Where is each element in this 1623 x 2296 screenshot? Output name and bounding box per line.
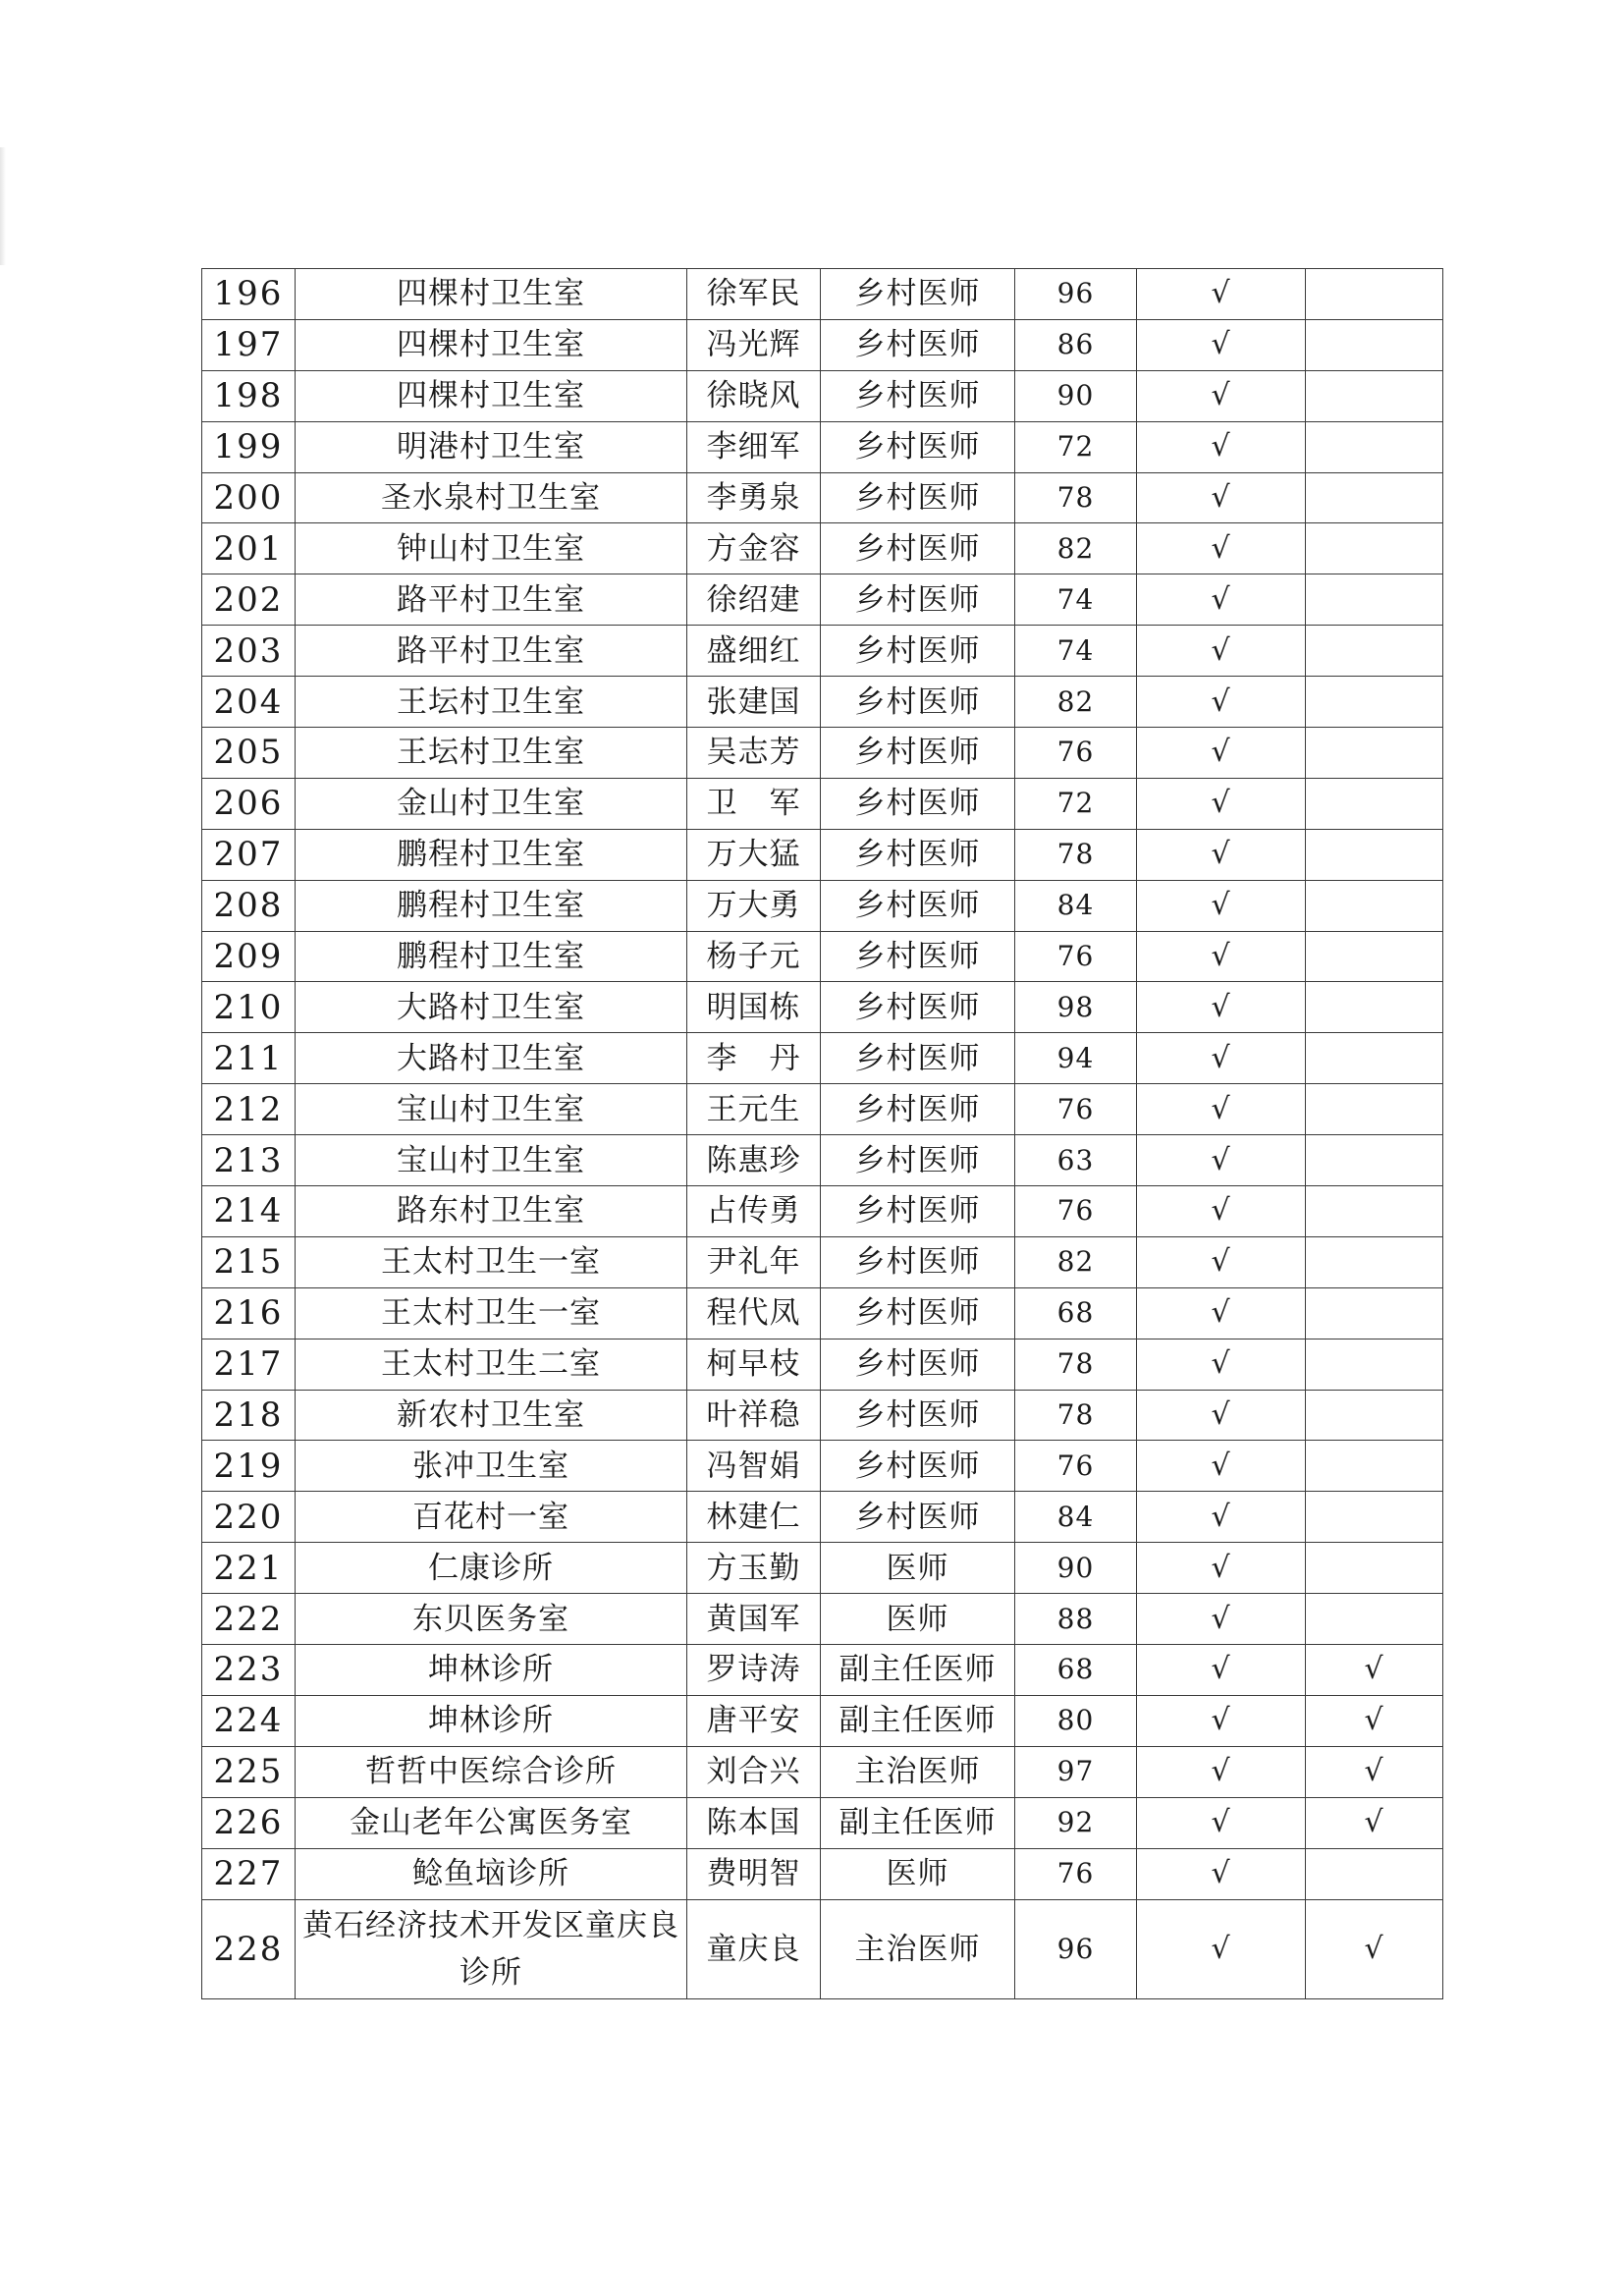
- professional-title: 乡村医师: [821, 1236, 1015, 1287]
- institution-name: 王太村卫生二室: [296, 1339, 687, 1390]
- professional-title: 医师: [821, 1543, 1015, 1594]
- table-row: [202, 1339, 1443, 1390]
- table-row: [202, 626, 1443, 677]
- professional-title: 乡村医师: [821, 982, 1015, 1033]
- row-number: 199: [202, 421, 296, 472]
- institution-name: 圣水泉村卫生室: [296, 472, 687, 523]
- table-row: [202, 1084, 1443, 1135]
- score: 88: [1015, 1594, 1137, 1645]
- row-number: 201: [202, 523, 296, 574]
- institution-name: 坤林诊所: [296, 1645, 687, 1696]
- professional-title: 乡村医师: [821, 829, 1015, 880]
- institution-name: 黄石经济技术开发区童庆良诊所: [296, 1899, 687, 1998]
- check-mark-column-2: [1306, 829, 1443, 880]
- table-row: [202, 370, 1443, 421]
- institution-name: 百花村一室: [296, 1492, 687, 1543]
- check-mark-column-2: [1306, 1084, 1443, 1135]
- table-row: [202, 728, 1443, 779]
- row-number: 206: [202, 778, 296, 829]
- score: 92: [1015, 1797, 1137, 1848]
- doctor-name: 徐晓风: [687, 370, 821, 421]
- check-mark-column-2: [1306, 319, 1443, 370]
- table-row: [202, 574, 1443, 626]
- check-mark-column-2: [1306, 728, 1443, 779]
- check-mark-column-2: [1306, 626, 1443, 677]
- professional-title: 乡村医师: [821, 1339, 1015, 1390]
- doctor-name: 罗诗涛: [687, 1645, 821, 1696]
- score: 84: [1015, 880, 1137, 931]
- professional-title: 乡村医师: [821, 677, 1015, 728]
- row-number: 211: [202, 1033, 296, 1084]
- doctor-name: 徐军民: [687, 269, 821, 320]
- doctor-name: 唐平安: [687, 1695, 821, 1746]
- table-row: [202, 1135, 1443, 1186]
- table-row: [202, 1695, 1443, 1746]
- score: 72: [1015, 778, 1137, 829]
- professional-title: 乡村医师: [821, 319, 1015, 370]
- doctor-name: 方玉勤: [687, 1543, 821, 1594]
- institution-name: 四棵村卫生室: [296, 370, 687, 421]
- institution-name: 仁康诊所: [296, 1543, 687, 1594]
- table-row: [202, 1594, 1443, 1645]
- professional-title: 乡村医师: [821, 1033, 1015, 1084]
- institution-name: 金山村卫生室: [296, 778, 687, 829]
- doctor-name: 程代凤: [687, 1287, 821, 1339]
- check-mark-column-1: √: [1137, 421, 1306, 472]
- score: 98: [1015, 982, 1137, 1033]
- professional-title: 乡村医师: [821, 1186, 1015, 1237]
- institution-name: 王坛村卫生室: [296, 677, 687, 728]
- check-mark-column-1: √: [1137, 269, 1306, 320]
- check-mark-column-2: [1306, 1186, 1443, 1237]
- table-row: [202, 1543, 1443, 1594]
- table-row: [202, 421, 1443, 472]
- institution-name: 哲哲中医综合诊所: [296, 1746, 687, 1797]
- check-mark-column-1: √: [1137, 1797, 1306, 1848]
- score: 86: [1015, 319, 1137, 370]
- check-mark-column-1: √: [1137, 472, 1306, 523]
- check-mark-column-2: [1306, 931, 1443, 982]
- score: 72: [1015, 421, 1137, 472]
- table-row: [202, 1236, 1443, 1287]
- institution-name: 明港村卫生室: [296, 421, 687, 472]
- score: 96: [1015, 1899, 1137, 1998]
- table-row: [202, 472, 1443, 523]
- check-mark-column-1: √: [1137, 1695, 1306, 1746]
- row-number: 209: [202, 931, 296, 982]
- doctor-name: 方金容: [687, 523, 821, 574]
- table-row: [202, 1797, 1443, 1848]
- check-mark-column-1: √: [1137, 1492, 1306, 1543]
- score: 76: [1015, 1441, 1137, 1492]
- row-number: 219: [202, 1441, 296, 1492]
- check-mark-column-1: √: [1137, 1236, 1306, 1287]
- check-mark-column-2: [1306, 370, 1443, 421]
- professional-title: 医师: [821, 1594, 1015, 1645]
- score: 96: [1015, 269, 1137, 320]
- doctor-name: 卫 军: [687, 778, 821, 829]
- score: 78: [1015, 472, 1137, 523]
- check-mark-column-1: √: [1137, 1899, 1306, 1998]
- check-mark-column-1: √: [1137, 1033, 1306, 1084]
- check-mark-column-2: [1306, 1390, 1443, 1441]
- check-mark-column-2: [1306, 421, 1443, 472]
- check-mark-column-2: [1306, 472, 1443, 523]
- doctor-name: 冯智娟: [687, 1441, 821, 1492]
- doctor-name: 李勇泉: [687, 472, 821, 523]
- score: 63: [1015, 1135, 1137, 1186]
- check-mark-column-2: [1306, 880, 1443, 931]
- score: 78: [1015, 829, 1137, 880]
- doctor-name: 陈惠珍: [687, 1135, 821, 1186]
- check-mark-column-2: [1306, 574, 1443, 626]
- doctor-name: 万大勇: [687, 880, 821, 931]
- row-number: 207: [202, 829, 296, 880]
- table-row: [202, 1390, 1443, 1441]
- score: 76: [1015, 1186, 1137, 1237]
- row-number: 223: [202, 1645, 296, 1696]
- doctor-roster-table: [201, 268, 1443, 1999]
- doctor-name: 李细军: [687, 421, 821, 472]
- score: 76: [1015, 1084, 1137, 1135]
- professional-title: 主治医师: [821, 1899, 1015, 1998]
- doctor-name: 吴志芳: [687, 728, 821, 779]
- doctor-name: 占传勇: [687, 1186, 821, 1237]
- doctor-name: 费明智: [687, 1848, 821, 1899]
- table-row: [202, 1287, 1443, 1339]
- check-mark-column-2: √: [1306, 1695, 1443, 1746]
- score: 78: [1015, 1339, 1137, 1390]
- check-mark-column-2: √: [1306, 1899, 1443, 1998]
- professional-title: 医师: [821, 1848, 1015, 1899]
- check-mark-column-1: √: [1137, 1645, 1306, 1696]
- row-number: 227: [202, 1848, 296, 1899]
- check-mark-column-2: [1306, 1848, 1443, 1899]
- professional-title: 乡村医师: [821, 1084, 1015, 1135]
- professional-title: 乡村医师: [821, 574, 1015, 626]
- check-mark-column-2: [1306, 1492, 1443, 1543]
- table-row: [202, 523, 1443, 574]
- check-mark-column-1: √: [1137, 574, 1306, 626]
- scan-page-edge: [0, 147, 6, 265]
- check-mark-column-1: √: [1137, 1084, 1306, 1135]
- roster-body: [202, 269, 1443, 1999]
- row-number: 218: [202, 1390, 296, 1441]
- check-mark-column-1: √: [1137, 1339, 1306, 1390]
- table-row: [202, 829, 1443, 880]
- row-number: 204: [202, 677, 296, 728]
- check-mark-column-2: [1306, 1033, 1443, 1084]
- check-mark-column-1: √: [1137, 1441, 1306, 1492]
- check-mark-column-1: √: [1137, 1287, 1306, 1339]
- professional-title: 乡村医师: [821, 523, 1015, 574]
- check-mark-column-2: [1306, 1339, 1443, 1390]
- check-mark-column-1: √: [1137, 370, 1306, 421]
- row-number: 198: [202, 370, 296, 421]
- row-number: 226: [202, 1797, 296, 1848]
- row-number: 203: [202, 626, 296, 677]
- check-mark-column-1: √: [1137, 931, 1306, 982]
- institution-name: 鹏程村卫生室: [296, 880, 687, 931]
- check-mark-column-2: [1306, 1236, 1443, 1287]
- table-row: [202, 1441, 1443, 1492]
- check-mark-column-2: [1306, 1594, 1443, 1645]
- doctor-name: 尹礼年: [687, 1236, 821, 1287]
- institution-name: 钟山村卫生室: [296, 523, 687, 574]
- score: 82: [1015, 1236, 1137, 1287]
- row-number: 205: [202, 728, 296, 779]
- row-number: 217: [202, 1339, 296, 1390]
- check-mark-column-2: [1306, 1441, 1443, 1492]
- row-number: 213: [202, 1135, 296, 1186]
- institution-name: 大路村卫生室: [296, 982, 687, 1033]
- doctor-name: 明国栋: [687, 982, 821, 1033]
- professional-title: 副主任医师: [821, 1695, 1015, 1746]
- professional-title: 乡村医师: [821, 1441, 1015, 1492]
- institution-name: 王太村卫生一室: [296, 1287, 687, 1339]
- doctor-name: 叶祥稳: [687, 1390, 821, 1441]
- professional-title: 乡村医师: [821, 880, 1015, 931]
- doctor-name: 童庆良: [687, 1899, 821, 1998]
- professional-title: 乡村医师: [821, 269, 1015, 320]
- professional-title: 乡村医师: [821, 1492, 1015, 1543]
- institution-name: 张冲卫生室: [296, 1441, 687, 1492]
- table-row: [202, 677, 1443, 728]
- institution-name: 王坛村卫生室: [296, 728, 687, 779]
- check-mark-column-1: √: [1137, 728, 1306, 779]
- row-number: 225: [202, 1746, 296, 1797]
- score: 90: [1015, 370, 1137, 421]
- professional-title: 乡村医师: [821, 931, 1015, 982]
- doctor-name: 张建国: [687, 677, 821, 728]
- doctor-name: 李 丹: [687, 1033, 821, 1084]
- check-mark-column-1: √: [1137, 829, 1306, 880]
- row-number: 221: [202, 1543, 296, 1594]
- doctor-name: 王元生: [687, 1084, 821, 1135]
- row-number: 214: [202, 1186, 296, 1237]
- institution-name: 新农村卫生室: [296, 1390, 687, 1441]
- institution-name: 路平村卫生室: [296, 574, 687, 626]
- check-mark-column-1: √: [1137, 1390, 1306, 1441]
- row-number: 228: [202, 1899, 296, 1998]
- check-mark-column-2: √: [1306, 1797, 1443, 1848]
- score: 82: [1015, 677, 1137, 728]
- row-number: 210: [202, 982, 296, 1033]
- table-row: [202, 1746, 1443, 1797]
- institution-name: 王太村卫生一室: [296, 1236, 687, 1287]
- check-mark-column-1: √: [1137, 1746, 1306, 1797]
- institution-name: 大路村卫生室: [296, 1033, 687, 1084]
- table-row: [202, 1848, 1443, 1899]
- score: 80: [1015, 1695, 1137, 1746]
- institution-name: 路东村卫生室: [296, 1186, 687, 1237]
- professional-title: 主治医师: [821, 1746, 1015, 1797]
- row-number: 208: [202, 880, 296, 931]
- check-mark-column-2: [1306, 778, 1443, 829]
- professional-title: 乡村医师: [821, 1135, 1015, 1186]
- table-row: [202, 982, 1443, 1033]
- score: 74: [1015, 574, 1137, 626]
- doctor-name: 杨子元: [687, 931, 821, 982]
- professional-title: 副主任医师: [821, 1797, 1015, 1848]
- score: 78: [1015, 1390, 1137, 1441]
- score: 90: [1015, 1543, 1137, 1594]
- row-number: 216: [202, 1287, 296, 1339]
- professional-title: 乡村医师: [821, 626, 1015, 677]
- institution-name: 四棵村卫生室: [296, 269, 687, 320]
- table-row: [202, 269, 1443, 320]
- score: 76: [1015, 931, 1137, 982]
- professional-title: 乡村医师: [821, 370, 1015, 421]
- check-mark-column-2: [1306, 269, 1443, 320]
- row-number: 196: [202, 269, 296, 320]
- check-mark-column-2: [1306, 677, 1443, 728]
- table-row: [202, 319, 1443, 370]
- check-mark-column-2: [1306, 1287, 1443, 1339]
- institution-name: 坤林诊所: [296, 1695, 687, 1746]
- table-row: [202, 1645, 1443, 1696]
- professional-title: 副主任医师: [821, 1645, 1015, 1696]
- table-row: [202, 1033, 1443, 1084]
- score: 74: [1015, 626, 1137, 677]
- professional-title: 乡村医师: [821, 421, 1015, 472]
- row-number: 215: [202, 1236, 296, 1287]
- doctor-name: 刘合兴: [687, 1746, 821, 1797]
- professional-title: 乡村医师: [821, 1390, 1015, 1441]
- check-mark-column-1: √: [1137, 319, 1306, 370]
- doctor-name: 徐绍建: [687, 574, 821, 626]
- check-mark-column-2: [1306, 1543, 1443, 1594]
- doctor-name: 林建仁: [687, 1492, 821, 1543]
- check-mark-column-2: √: [1306, 1746, 1443, 1797]
- institution-name: 鹏程村卫生室: [296, 931, 687, 982]
- check-mark-column-1: √: [1137, 982, 1306, 1033]
- check-mark-column-1: √: [1137, 778, 1306, 829]
- score: 68: [1015, 1287, 1137, 1339]
- score: 76: [1015, 728, 1137, 779]
- professional-title: 乡村医师: [821, 778, 1015, 829]
- check-mark-column-1: √: [1137, 1186, 1306, 1237]
- doctor-name: 柯早枝: [687, 1339, 821, 1390]
- check-mark-column-2: √: [1306, 1645, 1443, 1696]
- institution-name: 宝山村卫生室: [296, 1084, 687, 1135]
- score: 84: [1015, 1492, 1137, 1543]
- check-mark-column-1: √: [1137, 1543, 1306, 1594]
- table-row: [202, 880, 1443, 931]
- check-mark-column-1: √: [1137, 1594, 1306, 1645]
- table-row: [202, 778, 1443, 829]
- professional-title: 乡村医师: [821, 728, 1015, 779]
- score: 94: [1015, 1033, 1137, 1084]
- institution-name: 路平村卫生室: [296, 626, 687, 677]
- row-number: 222: [202, 1594, 296, 1645]
- institution-name: 宝山村卫生室: [296, 1135, 687, 1186]
- check-mark-column-1: √: [1137, 523, 1306, 574]
- professional-title: 乡村医师: [821, 1287, 1015, 1339]
- check-mark-column-1: √: [1137, 677, 1306, 728]
- doctor-name: 万大猛: [687, 829, 821, 880]
- institution-name: 金山老年公寓医务室: [296, 1797, 687, 1848]
- table-row: [202, 1899, 1443, 1998]
- row-number: 212: [202, 1084, 296, 1135]
- doctor-name: 陈本国: [687, 1797, 821, 1848]
- row-number: 220: [202, 1492, 296, 1543]
- check-mark-column-2: [1306, 982, 1443, 1033]
- row-number: 197: [202, 319, 296, 370]
- doctor-name: 冯光辉: [687, 319, 821, 370]
- institution-name: 东贝医务室: [296, 1594, 687, 1645]
- doctor-name: 黄国军: [687, 1594, 821, 1645]
- row-number: 224: [202, 1695, 296, 1746]
- institution-name: 鲶鱼垴诊所: [296, 1848, 687, 1899]
- professional-title: 乡村医师: [821, 472, 1015, 523]
- doctor-name: 盛细红: [687, 626, 821, 677]
- check-mark-column-2: [1306, 523, 1443, 574]
- check-mark-column-1: √: [1137, 880, 1306, 931]
- table-row: [202, 1186, 1443, 1237]
- institution-name: 四棵村卫生室: [296, 319, 687, 370]
- row-number: 200: [202, 472, 296, 523]
- check-mark-column-1: √: [1137, 626, 1306, 677]
- row-number: 202: [202, 574, 296, 626]
- score: 76: [1015, 1848, 1137, 1899]
- score: 97: [1015, 1746, 1137, 1797]
- check-mark-column-1: √: [1137, 1848, 1306, 1899]
- check-mark-column-2: [1306, 1135, 1443, 1186]
- score: 82: [1015, 523, 1137, 574]
- institution-name: 鹏程村卫生室: [296, 829, 687, 880]
- table-row: [202, 931, 1443, 982]
- score: 68: [1015, 1645, 1137, 1696]
- table-row: [202, 1492, 1443, 1543]
- check-mark-column-1: √: [1137, 1135, 1306, 1186]
